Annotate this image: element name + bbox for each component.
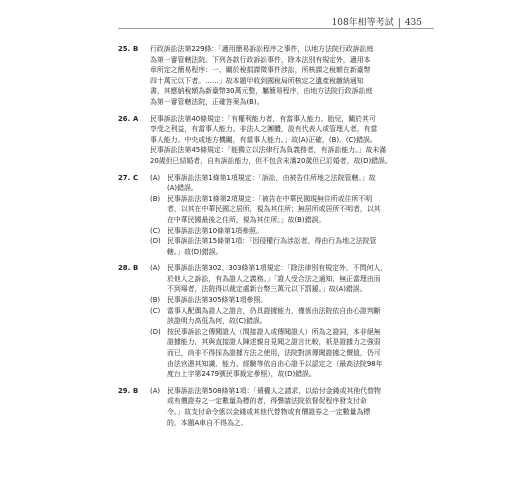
option-tag: (D) [150, 327, 161, 336]
explanation-line: 行政訴訟法第229條：「適用簡易訴訟程序之事件，以地方法院行政訴訟庭 [150, 45, 374, 53]
explanation-line: 民事訴訟法第10條第1項參照。 [167, 226, 263, 235]
explanation-line: 民事訴訟法第1條第2項規定：「被告在中華民國現無住所或住所不明 [167, 194, 373, 203]
explanation-line: 民事訴訟法第45條規定：「能獨立以法律行為負義務者，有訴訟能力。」故未滿 [150, 146, 387, 155]
question-number: 26. [118, 114, 131, 123]
explanation-line: 當事人配偶為證人之證言，仍具證據能力，僅係由法院依自由心證判斷 [167, 306, 381, 315]
option-tag: (A) [150, 264, 161, 273]
explanation-line: 該證明力高低為何，故(C)錯誤。 [167, 317, 267, 326]
questions-content [118, 44, 434, 434]
explanation-line: 民事訴訟法第40條規定：「有權利能力者，有當事人能力。胎兒，關於其可 [150, 114, 376, 123]
header-title: 108年相等考試 [331, 18, 394, 28]
option-explanation [150, 386, 434, 428]
explanation-line: 於他人之訴訟，有為證人之義務。」「證人受合法之通知，無正當理由而 [167, 274, 381, 283]
option-explanation [150, 194, 434, 226]
explanation-line: 令。」故支付命令係以金錢或其他代替物或有價證券之一定數量為標 [167, 408, 371, 416]
question-block [118, 44, 434, 108]
option-tag: (B) [150, 296, 161, 305]
question-number: 25. [118, 45, 131, 53]
explanation-line: 按民事訴訟之傳聞證人（間接證人或傳聞證人）所為之證詞，本非絕無 [167, 327, 381, 336]
option-explanation [150, 295, 434, 306]
question-number: 28. [118, 264, 131, 273]
option-explanation [150, 173, 434, 194]
option-explanation [150, 327, 434, 380]
question-block [118, 386, 434, 428]
page-header [332, 15, 422, 28]
explanation-line: 而已，尚非不得採為證據方法之使用，法院對該傳聞證據之價值，仍可 [167, 349, 381, 358]
explanation-line: 證據能力，其與直接證人陳述親自見聞之證言比較，祇是證據力之強弱 [167, 338, 381, 347]
explanation-line: 事人能力。中央或地方機關，有當事人能力。」故(A)正確，(B)、(C)錯誤。 [150, 135, 377, 144]
page-number: 435 [404, 18, 422, 28]
explanation-line: 或有價證券之一定數量為標的者，得聲請法院依督促程序發支付命 [167, 397, 367, 406]
answer-letter: B [133, 45, 139, 53]
option-tag: (C) [150, 226, 161, 235]
option-tag: (B) [150, 194, 161, 203]
explanation-line: 民事訴訟法第1條第1項規定：「訴訟，由被告住所地之法院管轄。」故 [167, 173, 376, 182]
explanation-line: 四十萬元以下者。……」故本題甲收到國稅局所核定之遺產稅繳納通知 [150, 76, 364, 85]
explanation-line: 章所定之簡易程序：一、關於稅捐課徵事件涉訟，所核課之稅額在新臺幣 [150, 66, 371, 75]
explanation-line: 在中華民國最後之住所，視為其住所。」故(B)錯誤。 [167, 215, 326, 224]
option-tag: (A) [150, 386, 161, 395]
explanation-line: 20歲但已結婚者，自有訴訟能力，但不包含未滿20歲但已訂婚者，故(D)錯誤。 [150, 156, 392, 165]
explanation-line: 度台上字第2479號民事裁定參照），故(D)錯誤。 [167, 370, 316, 379]
explanation-line: 者，以其在中華民國之居所，視為其住所；無居所或居所不明者，以其 [167, 205, 381, 214]
option-tag: (D) [150, 237, 161, 246]
question-block [118, 263, 434, 380]
explanation-line: 民事訴訟法第305條第1項參照。 [167, 296, 268, 305]
question-number: 29. [118, 386, 131, 395]
explanation-line: 為第一審管轄法院，正確答案為(B)。 [150, 97, 264, 106]
option-explanation [150, 236, 434, 257]
explanation-line: 民事訴訟法第302、303條第1項規定：「除法律別有規定外，不問何人， [167, 264, 388, 273]
question-block [118, 173, 434, 258]
explanation-line: 由法官憑其知識、能力、經驗等依自由心證予以認定之（最高法院98年 [167, 359, 383, 368]
answer-letter: B [133, 386, 139, 395]
answer-letter: A [133, 114, 139, 123]
header-rule [118, 28, 434, 29]
explanation-line: 轄。」故(D)錯誤。 [167, 247, 223, 256]
explanation-line: 享受之利益，有當事人能力。非法人之團體，設有代表人或管理人者，有當 [150, 125, 378, 134]
header-separator: | [397, 18, 401, 28]
option-explanation [150, 263, 434, 295]
option-explanation [150, 226, 434, 237]
explanation-line: 書，其應納稅額為新臺幣30萬元整，屬簡易程序，由地方法院行政訴訟庭 [150, 87, 373, 96]
explanation-line: 民事訴訟法第15條第1項：「因侵權行為涉訟者，得由行為地之法院管 [167, 237, 377, 246]
explanation-line: 民事訴訟法第508條第1項：「債權人之請求，以給付金錢或其他代替物 [167, 386, 381, 395]
question-number: 27. [118, 173, 131, 182]
question-block [118, 114, 434, 167]
option-explanation [150, 306, 434, 327]
option-tag: (C) [150, 306, 161, 315]
answer-letter: B [133, 264, 139, 273]
explanation-line: 的，本題A車自不得為之。 [167, 418, 248, 427]
explanation-line: 不到場者，法院得以裁定處新台幣三萬元以下罰鍰。」故(A)錯誤。 [167, 285, 367, 294]
option-tag: (A) [150, 173, 161, 182]
explanation-line: (A)錯誤。 [167, 184, 198, 193]
explanation-line: 為第一審管轄法院。下列各款行政訴訟事件，除本法別有規定外，適用本 [150, 55, 371, 64]
answer-letter: C [133, 173, 139, 182]
